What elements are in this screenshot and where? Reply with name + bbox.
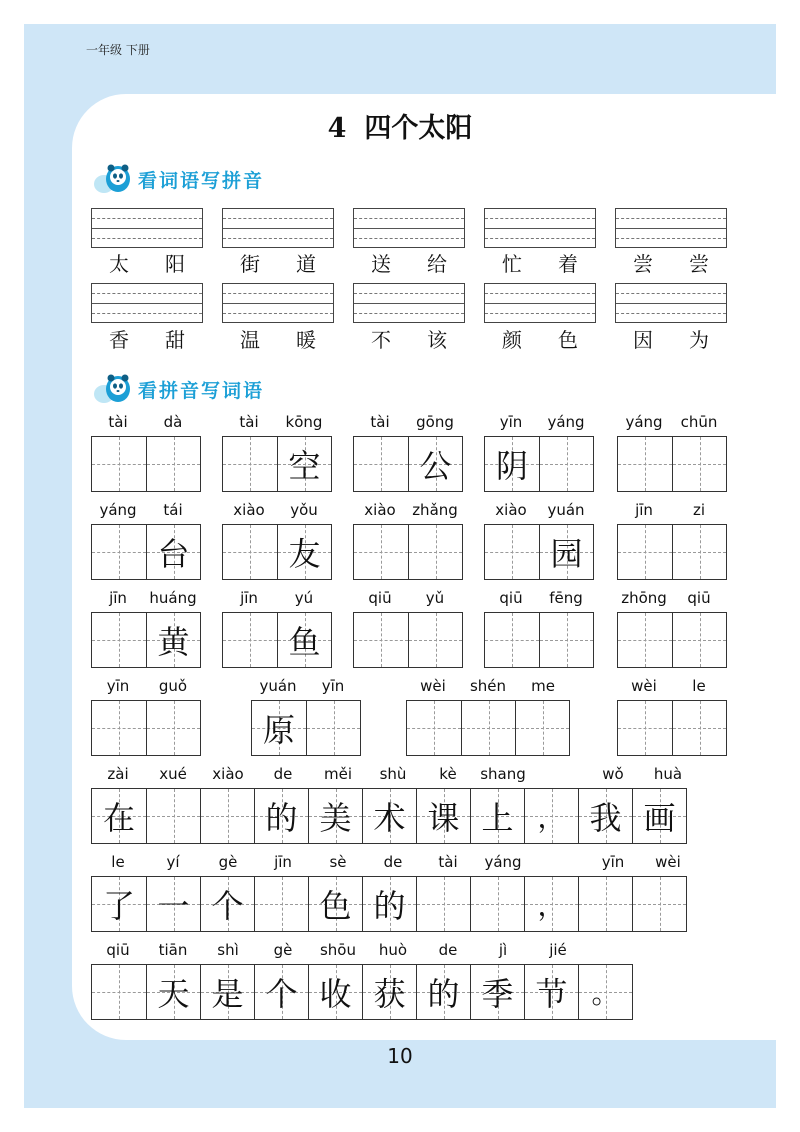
writing-cell[interactable]	[92, 877, 146, 931]
given-char: 园	[550, 535, 583, 573]
pinyin-label: qiū	[687, 589, 711, 607]
pinyin-guide-line	[616, 303, 726, 304]
writing-cell[interactable]	[461, 701, 515, 755]
given-char: 在	[102, 799, 135, 837]
pinyin-label: gè	[218, 853, 238, 871]
pinyin-guide-line	[485, 293, 595, 294]
writing-cell[interactable]	[306, 701, 360, 755]
pinyin-label: yí	[166, 853, 180, 871]
pinyin-label: sè	[329, 853, 347, 871]
pinyin-guide-line	[354, 303, 464, 304]
tianzige-grid	[91, 612, 201, 668]
sentence-grid	[91, 788, 687, 844]
pinyin-guide-line	[354, 228, 464, 229]
pinyin-label: fēng	[549, 589, 583, 607]
pinyin-label: tiān	[158, 941, 188, 959]
pinyin-label: de	[273, 765, 293, 783]
given-char: 是	[211, 975, 244, 1013]
writing-cell[interactable]	[618, 437, 672, 491]
pinyin-guide-line	[223, 313, 333, 314]
vocab-char: 该	[427, 328, 447, 352]
pinyin-guide-line	[485, 303, 595, 304]
given-char: 收	[319, 975, 352, 1013]
writing-cell[interactable]	[672, 525, 726, 579]
pinyin-label: yīn	[321, 677, 345, 695]
given-char: 节	[535, 975, 568, 1013]
pinyin-guide-line	[92, 228, 202, 229]
vocab-char: 送	[371, 252, 391, 276]
pinyin-guide-line	[616, 313, 726, 314]
writing-cell[interactable]	[485, 613, 539, 667]
pinyin-label: xiào	[233, 501, 265, 519]
tianzige-grid	[484, 524, 594, 580]
vocab-word	[484, 248, 596, 277]
pinyin-label: shù	[379, 765, 407, 783]
writing-cell[interactable]	[252, 701, 306, 755]
vocab-word	[222, 324, 334, 353]
pinyin-label: qiū	[368, 589, 392, 607]
given-char: 台	[157, 535, 190, 573]
pinyin-label: qiū	[106, 941, 130, 959]
pinyin-label: wǒ	[602, 765, 624, 783]
writing-cell[interactable]	[539, 613, 593, 667]
punctuation-mark: 。	[591, 977, 620, 1010]
pinyin-label: kōng	[285, 413, 323, 431]
lesson-name: 四个太阳	[364, 113, 473, 144]
tianzige-grid	[484, 436, 594, 492]
pinyin-answer-box[interactable]	[353, 208, 465, 248]
pinyin-label: yīn	[106, 677, 130, 695]
pinyin-label: wèi	[420, 677, 446, 695]
given-char: 鱼	[288, 623, 321, 661]
writing-cell[interactable]	[146, 613, 200, 667]
writing-cell[interactable]	[354, 437, 408, 491]
sentence-grid	[91, 876, 687, 932]
writing-cell[interactable]	[277, 437, 331, 491]
given-char: 美	[319, 799, 352, 837]
pinyin-answer-box[interactable]	[91, 283, 203, 323]
writing-cell[interactable]	[92, 525, 146, 579]
pinyin-label: qiū	[499, 589, 523, 607]
pinyin-label: kè	[439, 765, 457, 783]
vocab-char: 道	[296, 252, 316, 276]
pinyin-label: yáng	[547, 413, 585, 431]
pinyin-label: jié	[549, 941, 567, 959]
pinyin-guide-line	[92, 218, 202, 219]
vocab-char: 温	[240, 328, 260, 352]
vocab-char: 色	[558, 328, 578, 352]
vocab-char: 给	[427, 252, 447, 276]
given-char: 了	[102, 887, 135, 925]
writing-cell[interactable]	[146, 701, 200, 755]
writing-cell[interactable]	[618, 613, 672, 667]
pinyin-label: yuán	[547, 501, 585, 519]
writing-cell[interactable]	[672, 613, 726, 667]
pinyin-guide-line	[354, 238, 464, 239]
pinyin-guide-line	[223, 228, 333, 229]
pinyin-label: xiào	[212, 765, 244, 783]
writing-cell[interactable]	[308, 965, 362, 1019]
vocab-char: 因	[633, 328, 653, 352]
pinyin-label: shang	[480, 765, 526, 783]
page-number: 10	[387, 1044, 413, 1068]
section-title-text: 看词语写拼音	[138, 169, 265, 192]
writing-cell[interactable]	[470, 877, 524, 931]
writing-cell[interactable]	[146, 789, 200, 843]
given-char: 个	[265, 975, 298, 1013]
writing-cell[interactable]	[362, 965, 416, 1019]
pinyin-label: huà	[653, 765, 683, 783]
writing-cell[interactable]	[92, 789, 146, 843]
writing-cell[interactable]	[92, 965, 146, 1019]
pinyin-guide-line	[616, 238, 726, 239]
pinyin-label: le	[111, 853, 125, 871]
vocab-word	[615, 248, 727, 277]
pinyin-label: tái	[163, 501, 183, 519]
vocab-char: 街	[240, 252, 260, 276]
pinyin-guide-line	[616, 218, 726, 219]
pinyin-answer-box[interactable]	[91, 208, 203, 248]
writing-cell[interactable]	[200, 789, 254, 843]
vocab-word	[222, 248, 334, 277]
writing-cell[interactable]	[515, 701, 569, 755]
tianzige-grid	[91, 436, 201, 492]
vocab-word	[353, 324, 465, 353]
pinyin-guide-line	[485, 218, 595, 219]
pinyin-label: jīn	[635, 501, 653, 519]
writing-cell[interactable]	[470, 965, 524, 1019]
pinyin-guide-line	[485, 228, 595, 229]
pinyin-label: tài	[438, 853, 458, 871]
writing-cell[interactable]	[354, 613, 408, 667]
writing-cell[interactable]	[92, 437, 146, 491]
pinyin-label: yīn	[499, 413, 523, 431]
vocab-word	[91, 248, 203, 277]
pinyin-guide-line	[354, 218, 464, 219]
tianzige-grid	[353, 524, 463, 580]
writing-cell[interactable]	[578, 789, 632, 843]
writing-cell[interactable]	[308, 877, 362, 931]
pinyin-answer-box[interactable]	[615, 283, 727, 323]
pinyin-label: zhōng	[621, 589, 667, 607]
grade-label: 一年级 下册	[86, 43, 150, 57]
writing-cell[interactable]	[223, 613, 277, 667]
pinyin-label: me	[531, 677, 555, 695]
writing-cell[interactable]	[200, 877, 254, 931]
given-char: 友	[288, 535, 321, 573]
writing-cell[interactable]	[578, 877, 632, 931]
pinyin-answer-box[interactable]	[484, 208, 596, 248]
pinyin-label: de	[438, 941, 458, 959]
writing-cell[interactable]	[524, 877, 578, 931]
tianzige-grid	[353, 612, 463, 668]
vocab-char: 为	[689, 328, 709, 352]
pinyin-label: yáng	[484, 853, 522, 871]
writing-cell[interactable]	[92, 613, 146, 667]
tianzige-grid	[617, 524, 727, 580]
pinyin-label: gōng	[416, 413, 454, 431]
writing-cell[interactable]	[632, 789, 686, 843]
pinyin-answer-box[interactable]	[222, 283, 334, 323]
pinyin-guide-line	[223, 303, 333, 304]
writing-cell[interactable]	[618, 525, 672, 579]
pinyin-label: zhǎng	[412, 501, 458, 519]
vocab-char: 尝	[689, 252, 709, 276]
given-char: 个	[211, 887, 244, 925]
section-title-write-pinyin	[92, 162, 264, 196]
pinyin-label: xué	[159, 765, 187, 783]
writing-cell[interactable]	[254, 877, 308, 931]
writing-cell[interactable]	[524, 789, 578, 843]
tianzige-grid	[91, 524, 201, 580]
given-char: 术	[373, 799, 406, 837]
pinyin-label: wèi	[631, 677, 657, 695]
pinyin-label: tài	[239, 413, 259, 431]
given-char: 季	[481, 975, 514, 1013]
pinyin-label: jīn	[240, 589, 258, 607]
pinyin-label: chūn	[680, 413, 718, 431]
tianzige-grid	[406, 700, 570, 756]
writing-cell[interactable]	[146, 437, 200, 491]
writing-cell[interactable]	[672, 701, 726, 755]
pinyin-label: huò	[378, 941, 408, 959]
pinyin-label: yǔ	[425, 589, 445, 607]
writing-cell[interactable]	[470, 789, 524, 843]
vocab-char: 太	[109, 252, 129, 276]
writing-cell[interactable]	[416, 877, 470, 931]
pinyin-label: le	[692, 677, 706, 695]
vocab-word	[615, 324, 727, 353]
vocab-char: 不	[371, 328, 391, 352]
pinyin-label: yǒu	[290, 501, 318, 519]
pinyin-guide-line	[92, 303, 202, 304]
pinyin-guide-line	[485, 313, 595, 314]
writing-cell[interactable]	[146, 877, 200, 931]
section-title-text: 看拼音写词语	[138, 379, 265, 402]
tianzige-grid	[222, 612, 332, 668]
tianzige-grid	[251, 700, 361, 756]
pinyin-label: guǒ	[158, 677, 188, 695]
given-char: 黄	[157, 623, 190, 661]
writing-cell[interactable]	[146, 965, 200, 1019]
given-char: 上	[481, 799, 514, 837]
pinyin-guide-line	[223, 218, 333, 219]
pinyin-label: dà	[163, 413, 183, 431]
writing-cell[interactable]	[146, 525, 200, 579]
given-char: 的	[265, 799, 298, 837]
given-char: 课	[427, 799, 460, 837]
writing-cell[interactable]	[254, 965, 308, 1019]
vocab-char: 暖	[296, 328, 316, 352]
section-title-write-words	[92, 372, 264, 406]
vocab-char: 着	[558, 252, 578, 276]
pinyin-guide-line	[485, 238, 595, 239]
pinyin-guide-line	[616, 228, 726, 229]
pinyin-label: de	[383, 853, 403, 871]
writing-cell[interactable]	[223, 437, 277, 491]
pinyin-guide-line	[223, 293, 333, 294]
pinyin-guide-line	[354, 293, 464, 294]
lesson-title	[0, 106, 800, 145]
writing-cell[interactable]	[618, 701, 672, 755]
pinyin-label: tài	[370, 413, 390, 431]
pinyin-guide-line	[616, 293, 726, 294]
pinyin-label: yáng	[625, 413, 663, 431]
pinyin-label: měi	[323, 765, 352, 783]
vocab-char: 颜	[502, 328, 522, 352]
writing-cell[interactable]	[277, 525, 331, 579]
given-char: 一	[157, 887, 190, 925]
lesson-number: 4	[327, 113, 347, 144]
writing-cell[interactable]	[200, 965, 254, 1019]
given-char: 画	[643, 799, 676, 837]
writing-cell[interactable]	[416, 789, 470, 843]
pinyin-label: jì	[498, 941, 508, 959]
vocab-word	[484, 324, 596, 353]
writing-cell[interactable]	[632, 877, 686, 931]
writing-cell[interactable]	[485, 437, 539, 491]
writing-cell[interactable]	[362, 789, 416, 843]
tianzige-grid	[617, 700, 727, 756]
writing-cell[interactable]	[223, 525, 277, 579]
pinyin-guide-line	[92, 238, 202, 239]
tianzige-grid	[91, 700, 201, 756]
given-char: 原	[262, 711, 295, 749]
pinyin-label: gè	[273, 941, 293, 959]
tianzige-grid	[617, 612, 727, 668]
pinyin-label: tài	[108, 413, 128, 431]
writing-cell[interactable]	[578, 965, 632, 1019]
pinyin-label: yuán	[259, 677, 297, 695]
tianzige-grid	[222, 436, 332, 492]
pinyin-guide-line	[92, 313, 202, 314]
punctuation-mark: ，	[537, 889, 566, 922]
vocab-char: 尝	[633, 252, 653, 276]
vocab-char: 忙	[502, 252, 522, 276]
sentence-grid	[91, 964, 633, 1020]
given-char: 天	[157, 975, 190, 1013]
writing-cell[interactable]	[254, 789, 308, 843]
pinyin-label: zài	[107, 765, 129, 783]
pinyin-answer-box[interactable]	[615, 208, 727, 248]
vocab-word	[353, 248, 465, 277]
writing-cell[interactable]	[408, 613, 462, 667]
pinyin-guide-line	[223, 238, 333, 239]
writing-cell[interactable]	[416, 965, 470, 1019]
pinyin-answer-box[interactable]	[353, 283, 465, 323]
pinyin-label: yīn	[601, 853, 625, 871]
pinyin-answer-box[interactable]	[222, 208, 334, 248]
vocab-char: 香	[109, 328, 129, 352]
pinyin-label: xiào	[495, 501, 527, 519]
writing-cell[interactable]	[407, 701, 461, 755]
writing-cell[interactable]	[539, 525, 593, 579]
pinyin-label: zi	[692, 501, 706, 519]
pinyin-label: huáng	[149, 589, 197, 607]
pinyin-label: xiào	[364, 501, 396, 519]
tianzige-grid	[353, 436, 463, 492]
writing-cell[interactable]	[408, 525, 462, 579]
pinyin-label: shén	[469, 677, 507, 695]
given-char: 公	[419, 447, 452, 485]
pinyin-label: yú	[294, 589, 314, 607]
given-char: 的	[427, 975, 460, 1013]
pinyin-label: shì	[217, 941, 239, 959]
pinyin-label: yáng	[99, 501, 137, 519]
tianzige-grid	[484, 612, 594, 668]
writing-cell[interactable]	[92, 701, 146, 755]
writing-cell[interactable]	[362, 877, 416, 931]
pinyin-label: wèi	[655, 853, 681, 871]
given-char: 空	[288, 447, 321, 485]
pinyin-label: shōu	[319, 941, 356, 959]
writing-cell[interactable]	[524, 965, 578, 1019]
panda-icon	[92, 372, 134, 406]
given-char: 我	[589, 799, 622, 837]
writing-cell[interactable]	[308, 789, 362, 843]
tianzige-grid	[222, 524, 332, 580]
writing-cell[interactable]	[354, 525, 408, 579]
writing-cell[interactable]	[539, 437, 593, 491]
pinyin-label: jīn	[274, 853, 292, 871]
vocab-char: 甜	[165, 328, 185, 352]
pinyin-guide-line	[354, 313, 464, 314]
given-char: 获	[373, 975, 406, 1013]
punctuation-mark: ，	[537, 801, 566, 834]
writing-cell[interactable]	[485, 525, 539, 579]
vocab-word	[91, 324, 203, 353]
writing-cell[interactable]	[277, 613, 331, 667]
pinyin-guide-line	[92, 293, 202, 294]
given-char: 的	[373, 887, 406, 925]
writing-cell[interactable]	[408, 437, 462, 491]
given-char: 阴	[495, 447, 528, 485]
vocab-char: 阳	[165, 252, 185, 276]
writing-cell[interactable]	[672, 437, 726, 491]
tianzige-grid	[617, 436, 727, 492]
pinyin-label: jīn	[109, 589, 127, 607]
panda-icon	[92, 162, 134, 196]
given-char: 色	[319, 887, 352, 925]
pinyin-answer-box[interactable]	[484, 283, 596, 323]
